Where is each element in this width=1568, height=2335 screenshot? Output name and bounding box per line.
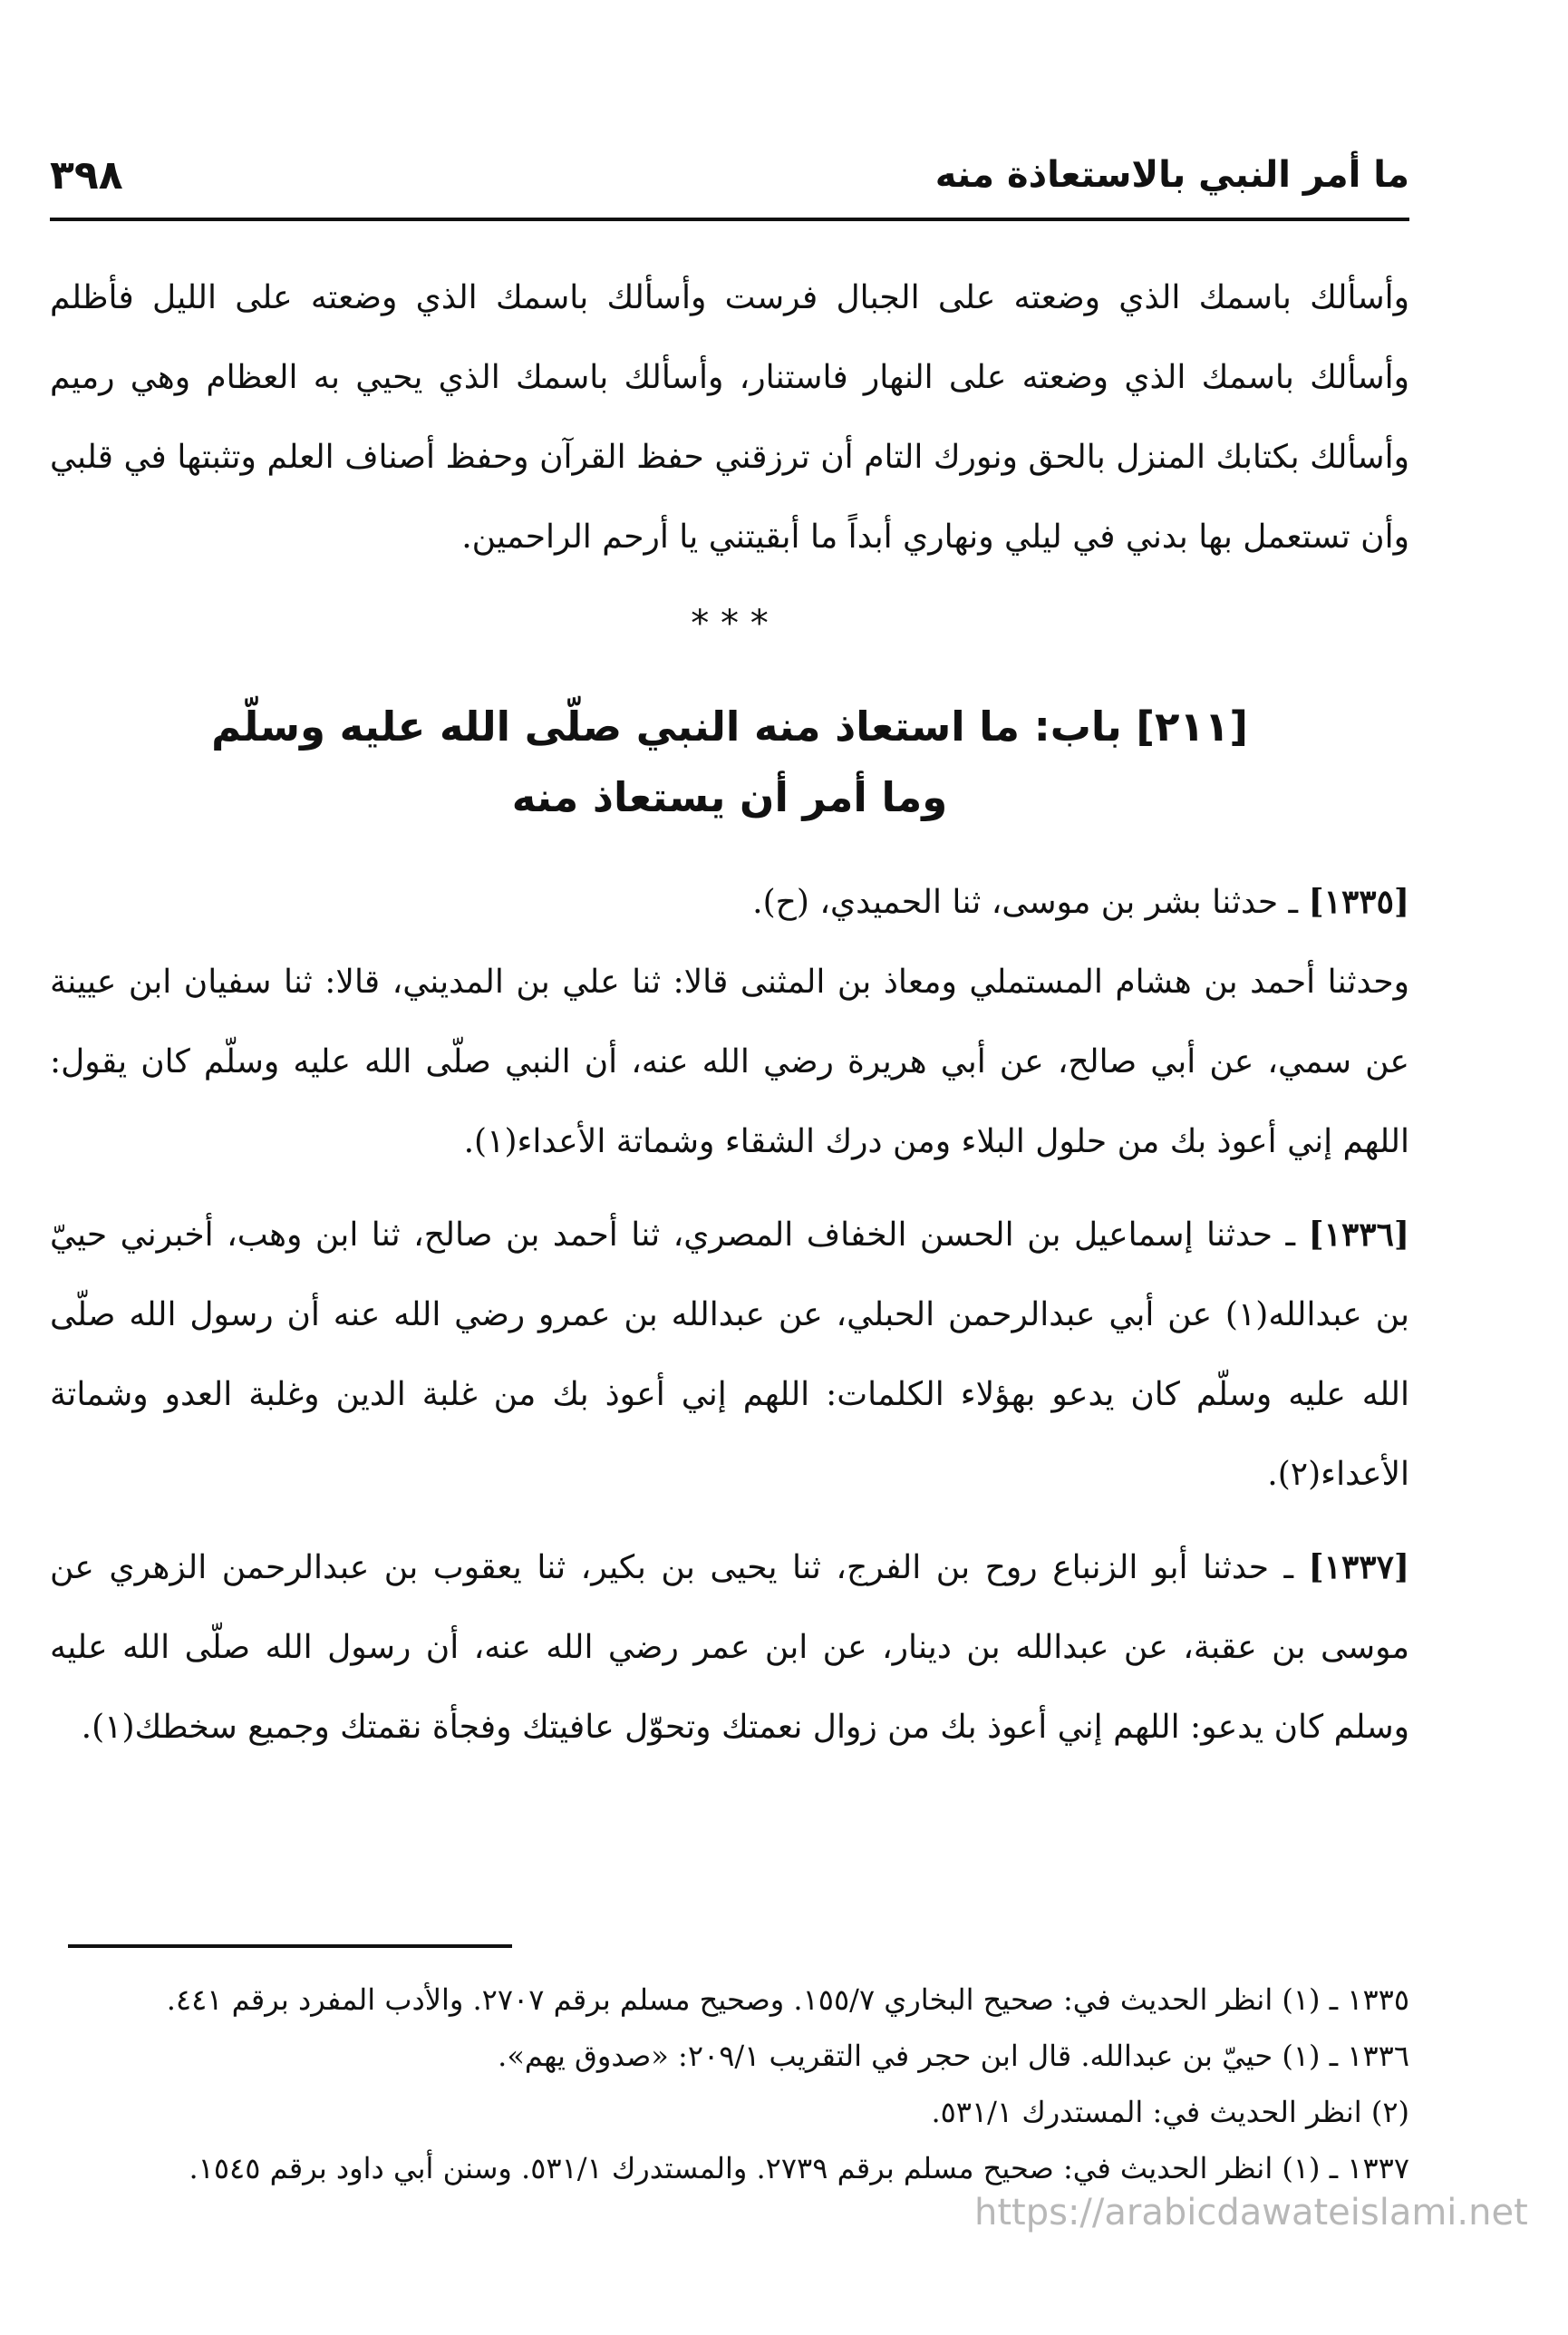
hadith-number: [١٣٣٦] — [1308, 1216, 1410, 1254]
hadith-paragraph — [50, 1527, 1409, 1768]
hadith-number: [١٣٣٧] — [1308, 1548, 1409, 1586]
page-number: ٣٩٨ — [50, 152, 123, 199]
main-text — [50, 258, 1409, 1780]
hadith-1335 — [50, 862, 1409, 1182]
footnote-divider — [68, 1944, 512, 1948]
footnote-1335: ١٣٣٥ ـ (١) انظر الحديث في: صحيح البخاري ١٥٥/٧. وصحيح مسلم برقم ٢٧٠٧. والأدب المفرد برقم ٤٤١. — [166, 1982, 1409, 2017]
chapter-title-line2: وما أمر أن يستعاذ منه — [511, 773, 948, 821]
page-header — [50, 136, 1409, 221]
hadith-chain-start: ـ حدثنا بشر بن موسى، ثنا الحميدي، (ح). — [752, 884, 1299, 921]
hadith-1337 — [50, 1527, 1409, 1768]
hadith-text: ـ حدثنا أبو الزنباع روح بن الفرج، ثنا يحيى بن بكير، ثنا يعقوب بن عبدالرحمن الزهري عن موسى بن عقبة، عن عبدالله بن دينار، عن ابن عمر رضي الله عنه، أن رسول الله صلّى الله عليه وسلم كان يدعو: اللهم إني أعوذ بك من زوال نعمتك وتحوّل عافيتك وفجأة نقمتك وجميع سخطك(١). — [50, 1549, 1409, 1746]
footnote-1337: ١٣٣٧ ـ (١) انظر الحديث في: صحيح مسلم برقم ٢٧٣٩. والمستدرك ٥٣١/١. وسنن أبي داود برقم ١٥٤٥. — [189, 2151, 1409, 2185]
hadith-number: [١٣٣٥] — [1308, 883, 1409, 921]
section-separator: * * * — [691, 603, 769, 644]
watermark-url: https://arabicdawateislami.net — [974, 2192, 1528, 2233]
footnote-1336-1: ١٣٣٦ ـ (١) حييّ بن عبدالله. قال ابن حجر في التقريب ٢٠٩/١: «صدوق يهم». — [498, 2039, 1409, 2073]
hadith-text: وحدثنا أحمد بن هشام المستملي ومعاذ بن المثنى قالا: ثنا علي بن المديني، قالا: ثنا سفيان ابن عيينة عن سمي، عن أبي صالح، عن أبي هريرة رضي الله عنه، أن النبي صلّى الله عليه وسلّم كان يقول: اللهم إني أعوذ بك من حلول البلاء ومن درك الشقاء وشماتة الأعداء(١). — [50, 964, 1409, 1160]
intro-paragraph: وأسألك باسمك الذي وضعته على الجبال فرست وأسألك باسمك الذي وضعته على الليل فأظلم وأسألك باسمك الذي وضعته على النهار فاستنار، وأسألك باسمك الذي يحيي به العظام وهي رميم وأسألك بكتابك المنزل بالحق ونورك التام أن ترزقني حفظ القرآن وحفظ أصناف العلم وتثبتها في قلبي وأن تستعمل بها بدني في ليلي ونهاري أبداً ما أبقيتني يا أرحم الراحمين. — [50, 279, 1409, 556]
hadith-first-line — [50, 862, 1409, 943]
hadith-text: ـ حدثنا إسماعيل بن الحسن الخفاف المصري، ثنا أحمد بن صالح، ثنا ابن وهب، أخبرني حييّ بن عبدالله(١) عن أبي عبدالرحمن الحبلي، عن عبدالله بن عمرو رضي الله عنه أن رسول الله صلّى الله عليه وسلّم كان يدعو بهؤلاء الكلمات: اللهم إني أعوذ بك من غلبة الدين وغلبة العدو وشماتة الأعداء(٢). — [50, 1216, 1410, 1493]
footnotes — [50, 1972, 1409, 2196]
footnote-1336-2: (٢) انظر الحديث في: المستدرك ٥٣١/١. — [931, 2095, 1409, 2129]
running-title: ما أمر النبي بالاستعاذة منه — [934, 154, 1409, 196]
hadith-1336 — [50, 1195, 1409, 1515]
chapter-title-line1: [٢١١] باب: ما استعاذ منه النبي صلّى الله عليه وسلّم — [211, 702, 1248, 751]
hadith-paragraph — [50, 1195, 1409, 1515]
chapter-heading — [50, 692, 1409, 833]
